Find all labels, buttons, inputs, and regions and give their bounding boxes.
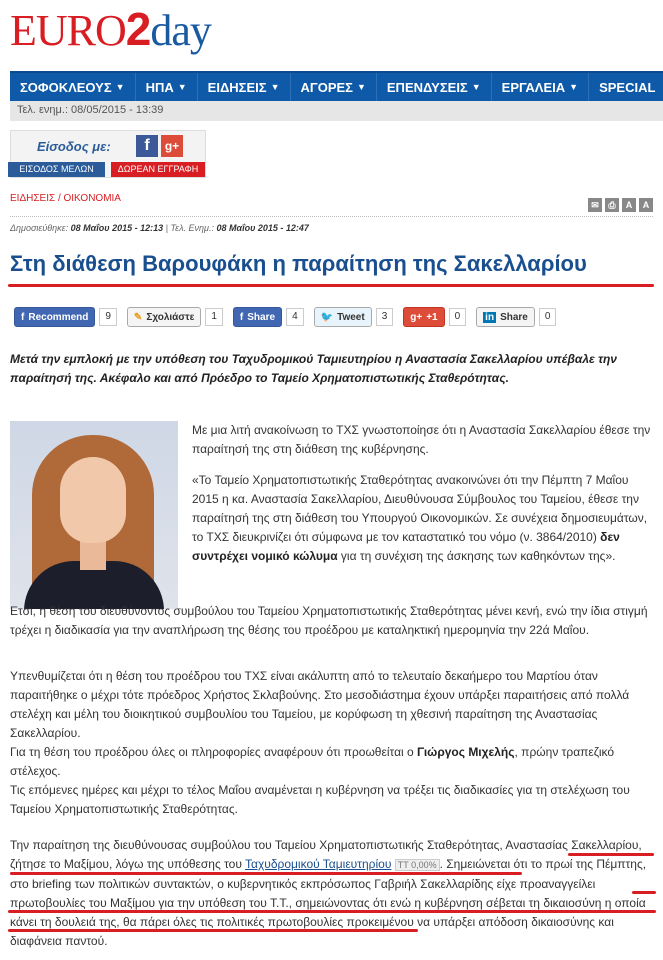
paragraph-2 <box>192 471 657 566</box>
paragraph-text: Την παραίτηση της διευθύνουσας συμβούλου του Ταμείου Χρηματοπιστωτικής Σταθερότητας, Αναστασίας Σακελλαρίου, ζήτησε το Μαξίμου, λόγω της υπόθεσης του <box>10 838 642 871</box>
published-date: 08 Μαΐου 2015 - 12:13 <box>70 223 164 233</box>
share-label: Share <box>247 311 276 323</box>
facebook-share-button[interactable] <box>233 307 282 327</box>
last-update-bar: Τελ. ενημ.: 08/05/2015 - 13:39 <box>10 101 663 121</box>
share-count: 1 <box>205 308 223 326</box>
paragraph-text: για τη συνέχιση της άσκησης των καθηκόντων της». <box>337 549 616 563</box>
article-photo <box>10 421 178 609</box>
share-count: 4 <box>286 308 304 326</box>
share-count: 0 <box>449 308 467 326</box>
article-title: Στη διάθεση Βαρουφάκη η παραίτηση της Σακελλαρίου <box>10 251 587 276</box>
paragraph-4 <box>10 667 655 819</box>
highlight-mark <box>632 891 656 894</box>
email-icon[interactable]: ✉ <box>588 198 602 212</box>
facebook-icon: f <box>239 311 244 323</box>
highlight-mark <box>568 853 654 856</box>
twitter-icon: 🐦 <box>320 311 334 323</box>
nav-item-markets[interactable] <box>291 73 377 101</box>
paragraph-5 <box>10 836 655 951</box>
share-label: Share <box>500 311 528 323</box>
breadcrumb[interactable]: ΕΙΔΗΣΕΙΣ / ΟΙΚΟΝΟΜΙΑ <box>10 193 121 204</box>
nav-item-news[interactable] <box>198 73 291 101</box>
divider <box>10 216 653 217</box>
caret-down-icon: ▼ <box>270 82 280 92</box>
paragraph-bold: Γιώργος Μιχελής <box>417 745 515 759</box>
paragraph-text: Για τη θέση του προέδρου όλες οι πληροφορίες αναφέρουν ότι προωθείται ο <box>10 745 418 759</box>
free-register-button[interactable]: ΔΩΡΕΑΝ ΕΓΓΡΑΦΗ <box>111 162 205 177</box>
site-logo[interactable] <box>10 2 211 56</box>
nav-label: ΕΠΕΝΔΥΣΕΙΣ <box>386 79 468 95</box>
facebook-icon: f <box>21 311 25 323</box>
caret-down-icon: ▼ <box>356 82 366 92</box>
nav-item-usa[interactable] <box>136 73 198 101</box>
highlight-mark <box>10 872 522 875</box>
nav-label: ΣΟΦΟΚΛΕΟΥΣ <box>20 79 112 95</box>
linkedin-icon: in <box>485 311 495 323</box>
share-count: 0 <box>539 308 557 326</box>
published-label: Δημοσιεύθηκε: <box>10 223 69 233</box>
login-label: Είσοδος με: <box>37 139 111 154</box>
linkedin-share-button[interactable] <box>476 307 535 327</box>
nav-item-sofokleous[interactable] <box>10 73 136 101</box>
nav-label: SPECIAL <box>599 79 656 95</box>
share-label: +1 <box>426 311 438 323</box>
caret-down-icon: ▼ <box>569 82 579 92</box>
paragraph-3: Ετσι, η θέση του διευθύνοντος συμβούλου του Ταμείου Χρηματοπιστωτικής Σταθερότητας μένει κενή, ενώ την ίδια στιγμή τρέχει η διαδικασία για την αναπλήρωση της θέσης του προέδρου με καταληκτική ημερομηνία την 22ά Μαΐου. <box>10 604 648 637</box>
logo-day: day <box>150 6 211 55</box>
caret-down-icon: ▼ <box>471 82 481 92</box>
comment-icon: ✎ <box>133 311 143 323</box>
print-icon[interactable]: ⎙ <box>605 198 619 212</box>
paragraph-text: . Σημειώνεται ότι το πρωί της Πέμπτης, στο briefing των πολιτικών συντακτών, ο κυβερνητικός εκπρόσωπος Γαβριήλ Σακελλαρίδης είχε προαναγγείλει πρωτοβουλίες του Μαξίμου για την υπόθεση του Τ.Τ., σημειώνοντας ότι ενώ η κυβέρνηση σέβεται τη δικαιοσύνη η οποία κάνει τη δουλειά της, θα πάρει όλες τις πολιτικές πρωτοβουλίες προκειμένου να υπάρξει απόδοση δικαιοσύνης και διαφάνεια παντού. <box>10 857 647 948</box>
share-bar <box>14 307 566 327</box>
caret-down-icon: ▼ <box>115 82 125 92</box>
caret-down-icon: ▼ <box>177 82 187 92</box>
logo-two: 2 <box>125 3 151 55</box>
share-label: Σχολιάστε <box>146 311 195 323</box>
stock-ticker-badge[interactable]: ΤΤ 0,00% <box>395 859 440 871</box>
nav-item-special[interactable] <box>589 73 663 101</box>
article-tools <box>588 198 653 212</box>
google-plus-button[interactable] <box>403 307 444 327</box>
share-label: Tweet <box>337 311 365 323</box>
logo-euro: EURO <box>10 6 126 55</box>
tweet-button[interactable] <box>314 307 372 327</box>
updated-label: | Τελ. Ενημ.: <box>165 223 214 233</box>
paragraph-text: , πρώην τραπεζικό στέλεχος. <box>10 745 615 778</box>
paragraph-text: Υπενθυμίζεται ότι η θέση του προέδρου του ΤΧΣ είναι ακάλυπτη από το τελευταίο δεκαήμερο του Μαρτίου όταν παραιτήθηκε ο μέχρι τότε πρόεδρος Χρήστος Σκλαβούνης. Στο μεσοδιάστημα έχουν υπάρξει παραιτήσεις από πολλά στελέχη και μέλη του διοικητικού συμβουλίου του Ταμείου, με κορύφωση τη χθεσινή παραίτηση της Αναστασίας Σακελλαρίου. <box>10 669 630 740</box>
paragraph-1: Με μια λιτή ανακοίνωση το ΤΧΣ γνωστοποίησε ότι η Αναστασία Σακελλαρίου έθεσε την παραίτησή της στη διάθεση της κυβέρνησης. <box>192 423 651 456</box>
paragraph-text: «Το Ταμείο Χρηματοπιστωτικής Σταθερότητας ανακοινώνει ότι την Πέμπτη 7 Μαΐου 2015 η κα. Αναστασία Σακελλαρίου, Διευθύνουσα Σύμβουλος του Ταμείου, έθεσε την παραίτησή της στη διάθεση του Υπουργού Οικονομικών. Σε συνέχεια δημοσιευμάτων, το ΤΧΣ διευκρινίζει ότι σύμφωνα με τον καταστατικό του νόμο (ν. 3864/2010) <box>192 473 648 544</box>
comment-button[interactable] <box>127 307 201 327</box>
title-underline-mark <box>8 284 654 287</box>
font-decrease-icon[interactable]: A <box>639 198 653 212</box>
nav-item-tools[interactable] <box>492 73 589 101</box>
updated-date: 08 Μαΐου 2015 - 12:47 <box>216 223 309 233</box>
facebook-recommend-button[interactable] <box>14 307 95 327</box>
share-label: Recommend <box>28 311 89 323</box>
google-plus-icon: g+ <box>410 311 423 323</box>
post-bank-link[interactable]: Ταχυδρομικού Ταμιευτηρίου <box>245 857 392 871</box>
google-plus-login-icon[interactable]: g+ <box>161 135 183 157</box>
nav-label: ΕΙΔΗΣΕΙΣ <box>207 79 267 95</box>
nav-label: ΑΓΟΡΕΣ <box>300 79 353 95</box>
font-increase-icon[interactable]: A <box>622 198 636 212</box>
members-login-button[interactable]: ΕΙΣΟΔΟΣ ΜΕΛΩΝ <box>8 162 105 177</box>
nav-label: ΕΡΓΑΛΕΙΑ <box>501 79 566 95</box>
article-lead: Μετά την εμπλοκή με την υπόθεση του Ταχυδρομικού Ταμιευτηρίου η Αναστασία Σακελλαρίου υπέβαλε την παραίτησή της. Ακέφαλο και από Πρόεδρο το Ταμείο Χρηματοπιστωτικής Σταθερότητας. <box>10 352 617 385</box>
main-nav <box>10 71 663 101</box>
nav-item-investments[interactable] <box>377 73 492 101</box>
share-count: 9 <box>99 308 117 326</box>
paragraph-bold: δεν συντρέχει νομικό κώλυμα <box>192 530 620 563</box>
share-count: 3 <box>376 308 394 326</box>
nav-label: ΗΠΑ <box>145 79 174 95</box>
article-dates <box>10 223 309 233</box>
highlight-mark <box>8 929 418 932</box>
facebook-login-icon[interactable]: f <box>136 135 158 157</box>
highlight-mark <box>8 910 656 913</box>
paragraph-text: Τις επόμενες ημέρες και μέχρι το τέλος Μαΐου αναμένεται η κυβέρνηση να τρέξει τις διαδικασίες για τη στελέχωση του Ταμείου Χρηματοπιστωτικής Σταθερότητας. <box>10 783 630 816</box>
